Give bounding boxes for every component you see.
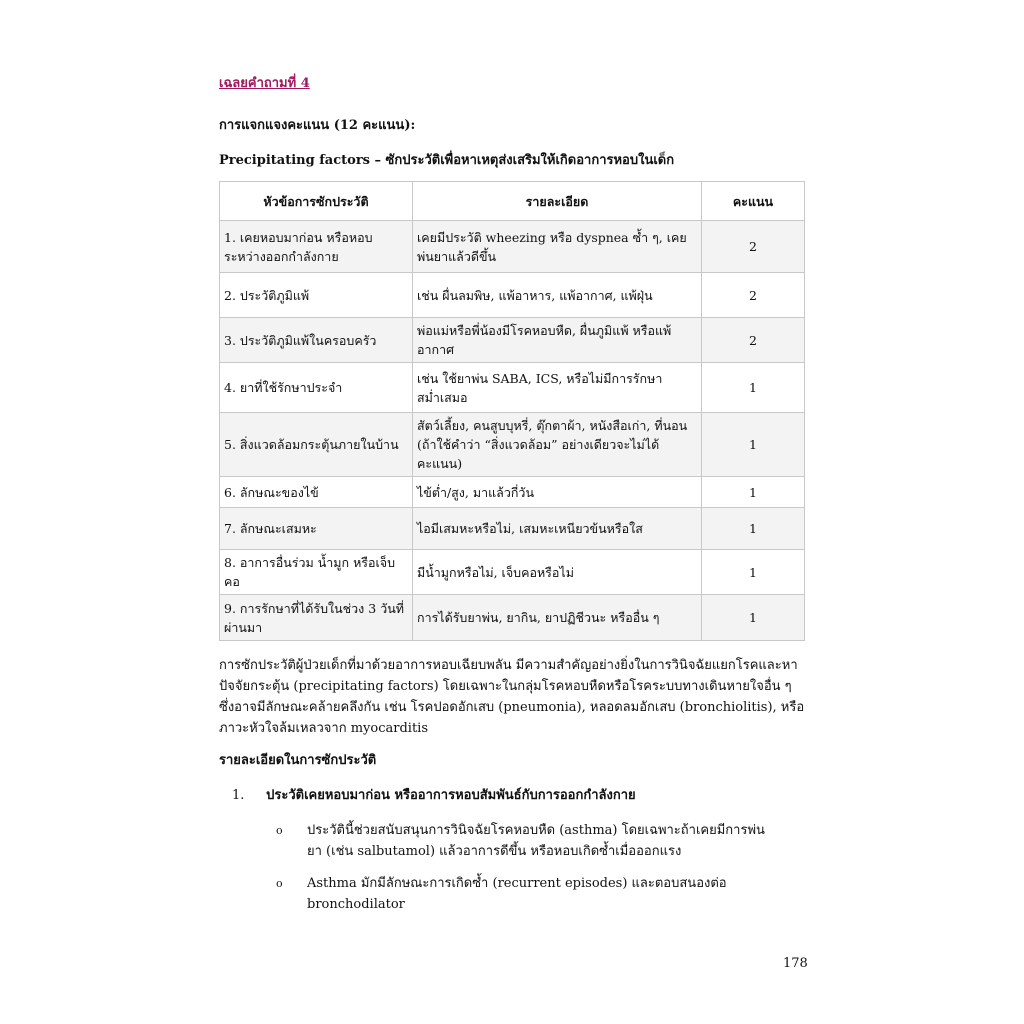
row-topic: 8. อาการอื่นร่วม น้ำมูก หรือเจ็บคอ [220,550,413,595]
table-row [220,221,805,273]
row-topic: 9. การรักษาที่ได้รับในช่วง 3 วันที่ผ่านมา [220,595,413,641]
row-score: 1 [702,550,805,595]
item-number: 1. [232,788,245,803]
header-topic: หัวข้อการซักประวัติ [220,182,413,221]
row-detail: เช่น ใช้ยาพ่น SABA, ICS, หรือไม่มีการรักษาสม่ำเสมอ [413,363,702,413]
row-detail: ไอมีเสมหะหรือไม่, เสมหะเหนียวข้นหรือใส [413,508,702,550]
row-topic: 6. ลักษณะของไข้ [220,477,413,508]
row-topic: 3. ประวัติภูมิแพ้ในครอบครัว [220,318,413,363]
table-row [220,318,805,363]
table-row [220,363,805,413]
bullet-marker: o [276,824,283,837]
header-detail: รายละเอียด [413,182,702,221]
row-score: 1 [702,508,805,550]
row-score: 1 [702,477,805,508]
row-topic: 5. สิ่งแวดล้อมกระตุ้นภายในบ้าน [220,413,413,477]
page-number: 178 [783,956,808,971]
row-detail: มีน้ำมูกหรือไม่, เจ็บคอหรือไม่ [413,550,702,595]
bullet-marker: o [276,877,283,890]
row-score: 1 [702,413,805,477]
row-detail: ไข้ต่ำ/สูง, มาแล้วกี่วัน [413,477,702,508]
bullet-text: ประวัตินี้ช่วยสนับสนุนการวินิจฉัยโรคหอบหืด (asthma) โดยเฉพาะถ้าเคยมีการพ่นยา (เช่น salbutamol) แล้วอาการดีขึ้น หรือหอบเกิดซ้ำเมื่อออกแรง [307,823,765,859]
table-row [220,550,805,595]
row-detail: สัตว์เลี้ยง, คนสูบบุหรี่, ตุ๊กตาผ้า, หนังสือเก่า, ที่นอน (ถ้าใช้คำว่า “สิ่งแวดล้อม” อย่างเดียวจะไม่ได้คะแนน) [413,413,702,477]
bullet-text: Asthma มักมีลักษณะการเกิดซ้ำ (recurrent episodes) และตอบสนองต่อ bronchodilator [307,876,727,912]
row-detail: การได้รับยาพ่น, ยากิน, ยาปฏิชีวนะ หรืออื่น ๆ [413,595,702,641]
table-row [220,477,805,508]
section-heading: รายละเอียดในการซักประวัติ [219,753,377,768]
table-row [220,413,805,477]
answer-title: เฉลยคำถามที่ 4 [219,76,310,91]
row-detail: เคยมีประวัติ wheezing หรือ dyspnea ซ้ำ ๆ, เคยพ่นยาแล้วดีขึ้น [413,221,702,273]
row-score: 2 [702,273,805,318]
history-scoring-table [219,181,805,641]
row-score: 1 [702,595,805,641]
row-topic: 1. เคยหอบมาก่อน หรือหอบระหว่างออกกำลังกาย [220,221,413,273]
row-topic: 2. ประวัติภูมิแพ้ [220,273,413,318]
row-detail: พ่อแม่หรือพี่น้องมีโรคหอบหืด, ผื่นภูมิแพ้ หรือแพ้อากาศ [413,318,702,363]
table-row [220,595,805,641]
row-detail: เช่น ผื่นลมพิษ, แพ้อาหาร, แพ้อากาศ, แพ้ฝุ่น [413,273,702,318]
row-score: 1 [702,363,805,413]
intro-paragraph: การซักประวัติผู้ป่วยเด็กที่มาด้วยอาการหอบเฉียบพลัน มีความสำคัญอย่างยิ่งในการวินิจฉัยแยกโรคและหาปัจจัยกระตุ้น (precipitating factors) โดยเฉพาะในกลุ่มโรคหอบหืดหรือโรคระบบทางเดินหายใจอื่น ๆ ซึ่งอาจมีลักษณะคล้ายคลึงกัน เช่น โรคปอดอักเสบ (pneumonia), หลอดลมอักเสบ (bronchiolitis), หรือภาวะหัวใจล้มเหลวจาก myocarditis [219,658,805,736]
item-text: ประวัติเคยหอบมาก่อน หรืออาการหอบสัมพันธ์กับการออกกำลังกาย [266,788,636,803]
table-row [220,508,805,550]
header-score: คะแนน [702,182,805,221]
row-topic: 7. ลักษณะเสมหะ [220,508,413,550]
precipitating-factors-heading: Precipitating factors – ซักประวัติเพื่อหาเหตุส่งเสริมให้เกิดอาการหอบในเด็ก [219,153,675,168]
scoring-heading: การแจกแจงคะแนน (12 คะแนน): [219,118,416,133]
table-header-row [220,182,805,221]
row-topic: 4. ยาที่ใช้รักษาประจำ [220,363,413,413]
row-score: 2 [702,318,805,363]
numbered-item [232,784,636,805]
table-row [220,273,805,318]
row-score: 2 [702,221,805,273]
